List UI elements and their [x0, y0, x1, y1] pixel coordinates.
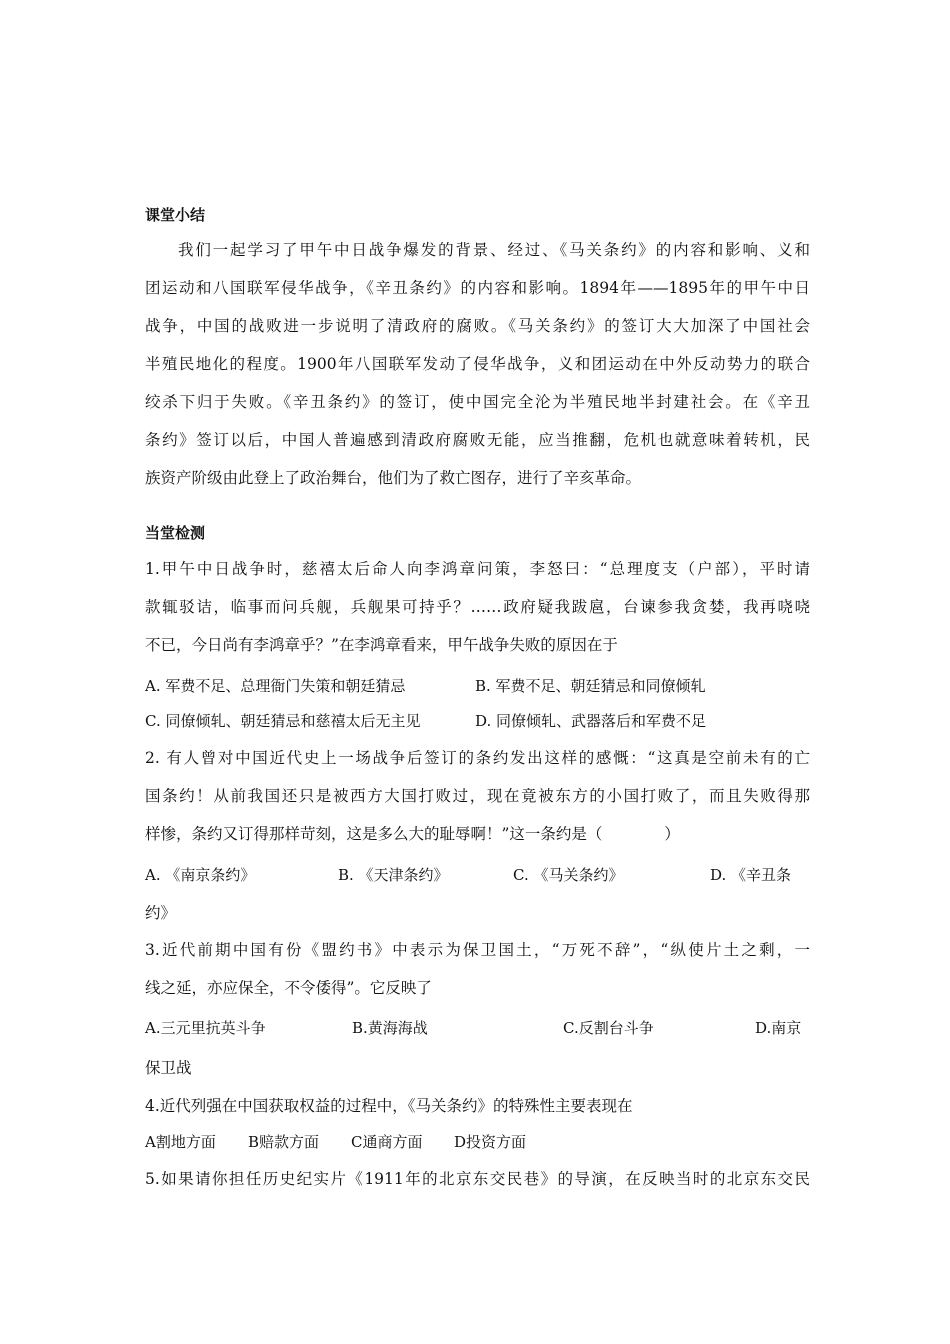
- question-3-option-a[interactable]: A.三元里抗英斗争: [145, 1019, 266, 1037]
- question-5-line: 5.如果请你担任历史纪实片《1911年的北京东交民巷》的导演，在反映当时的北京东交民: [145, 1170, 810, 1188]
- question-2-line: 样惨，条约又订得那样苛刻，这是多么大的耻辱啊！”这一条约是（ ）: [145, 825, 680, 843]
- question-1-line: 款辄驳诘，临事而问兵舰，兵舰果可持乎？……政府疑我跋扈，台谏参我贪婪，我再哓哓: [145, 598, 810, 616]
- question-1-line: 1.甲午中日战争时，慈禧太后命人向李鸿章问策，李怒曰：“总理度支（户部），平时请: [145, 560, 810, 578]
- question-2-option-a[interactable]: A. 《南京条约》: [145, 866, 256, 884]
- summary-line: 族资产阶级由此登上了政治舞台，他们为了救亡图存，进行了辛亥革命。: [145, 469, 642, 487]
- question-2-option-c[interactable]: C. 《马关条约》: [513, 866, 624, 884]
- question-3-option-c[interactable]: C.反割台斗争: [563, 1019, 654, 1037]
- question-4-option-c[interactable]: C通商方面: [351, 1133, 423, 1151]
- summary-line: 我们一起学习了甲午中日战争爆发的背景、经过、《马关条约》的内容和影响、义和: [178, 241, 810, 259]
- question-3-line: 3.近代前期中国有份《盟约书》中表示为保卫国土，“万死不辞”，“纵使片土之剩，一: [145, 941, 810, 959]
- question-3-line: 线之延，亦应保全，不令倭得”。它反映了: [145, 979, 432, 997]
- question-4-option-d[interactable]: D投资方面: [454, 1133, 527, 1151]
- question-2-option-d-wrap: 约》: [145, 904, 177, 922]
- question-2-option-d[interactable]: D. 《辛丑条: [710, 866, 792, 884]
- summary-line: 战争，中国的战败进一步说明了清政府的腐败。《马关条约》的签订大大加深了中国社会: [145, 317, 810, 335]
- question-1-option-c[interactable]: C. 同僚倾轧、朝廷猜忌和慈禧太后无主见: [145, 712, 421, 730]
- summary-line: 绞杀下归于失败。《辛丑条约》的签订，使中国完全沦为半殖民地半封建社会。在《辛丑: [145, 393, 810, 411]
- question-3-option-b[interactable]: B.黄海海战: [352, 1019, 428, 1037]
- summary-line: 团运动和八国联军侵华战争，《辛丑条约》的内容和影响。1894年——1895年的甲午中日: [145, 279, 810, 297]
- question-2-line: 国条约！从前我国还只是被西方大国打败过，现在竟被东方的小国打败了，而且失败得那: [145, 787, 810, 805]
- question-1-line: 不已，今日尚有李鸿章乎？”在李鸿章看来，甲午战争失败的原因在于: [145, 636, 618, 654]
- question-1-option-d[interactable]: D. 同僚倾轧、武器落后和军费不足: [475, 712, 707, 730]
- summary-line: 条约》签订以后，中国人普遍感到清政府腐败无能，应当推翻，危机也就意味着转机，民: [145, 431, 810, 449]
- question-2-line: 2. 有人曾对中国近代史上一场战争后签订的条约发出这样的感慨：“这真是空前未有的亡: [145, 749, 810, 767]
- question-4-option-b[interactable]: B赔款方面: [248, 1133, 320, 1151]
- question-1-option-a[interactable]: A. 军费不足、总理衙门失策和朝廷猜忌: [145, 677, 406, 695]
- question-1-option-b[interactable]: B. 军费不足、朝廷猜忌和同僚倾轧: [475, 677, 706, 695]
- question-2-option-b[interactable]: B. 《天津条约》: [338, 866, 449, 884]
- question-3-option-d-wrap: 保卫战: [145, 1059, 192, 1077]
- summary-heading: 课堂小结: [145, 206, 206, 224]
- question-4-option-a[interactable]: A割地方面: [145, 1133, 216, 1151]
- question-3-option-d[interactable]: D.南京: [755, 1019, 802, 1037]
- summary-line: 半殖民地化的程度。1900年八国联军发动了侵华战争，义和团运动在中外反动势力的联合: [145, 355, 810, 373]
- question-4-line: 4.近代列强在中国获取权益的过程中，《马关条约》的特殊性主要表现在: [145, 1097, 633, 1115]
- test-heading: 当堂检测: [145, 524, 206, 542]
